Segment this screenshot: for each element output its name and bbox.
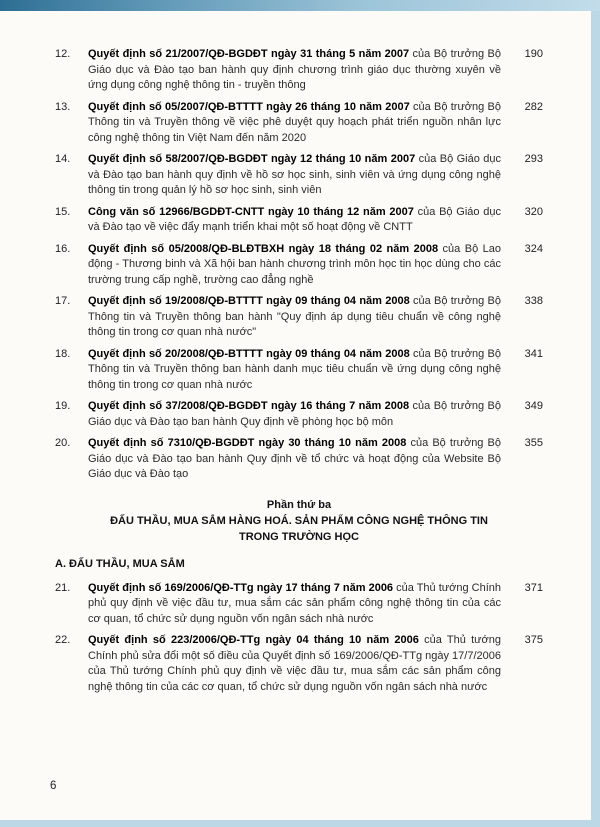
entry-number: 21. <box>55 581 71 594</box>
section-title-line2: TRONG TRƯỜNG HỌC <box>239 530 359 543</box>
entry-page-number: 324 <box>524 242 543 255</box>
entry-number: 15. <box>55 205 71 218</box>
entry-page-number: 338 <box>524 295 543 307</box>
entry-text <box>88 242 513 289</box>
entry-description: của Bộ trưởng Bộ Giáo dục và Đào tạo ban hành quy định chương trình giáo dục thường xuyên về ứng dụng công nghệ thông tin - truyền thông <box>88 48 501 91</box>
entry-text <box>88 581 513 628</box>
toc-entry <box>55 633 543 695</box>
entry-title-bold: Quyết định số 7310/QĐ-BGDĐT ngày 30 tháng 10 năm 2008 <box>88 437 407 449</box>
entry-page-number: 355 <box>524 437 543 449</box>
toc-entry <box>55 205 543 236</box>
entry-text <box>88 347 513 394</box>
document-page <box>0 11 591 820</box>
entry-description: của Bộ trưởng Bộ Giáo dục và Đào tạo ban hành Quy định về phòng học bộ môn <box>88 400 501 428</box>
section-title-line1: ĐẤU THẦU, MUA SẮM HÀNG HOÁ. SẢN PHẨM CÔNG NGHỆ THÔNG TIN <box>110 514 488 527</box>
scan-top-edge <box>0 0 600 11</box>
entry-title-bold: Quyết định số 37/2008/QĐ-BGDĐT ngày 16 tháng 7 năm 2008 <box>88 400 410 412</box>
entry-page-number: 375 <box>524 634 543 646</box>
entry-text <box>88 436 513 483</box>
toc-entry <box>55 436 543 483</box>
entry-page-number: 282 <box>524 100 543 113</box>
footer-page-number: 6 <box>50 780 57 792</box>
toc-entry <box>55 294 543 341</box>
entry-text <box>88 294 513 341</box>
entry-title-bold: Quyết định số 58/2007/QĐ-BGDĐT ngày 12 tháng 10 năm 2007 <box>88 153 416 165</box>
entry-description: của Bộ Lao động - Thương binh và Xã hội ban hành chương trình môn học tin học dùng cho các trường trung cấp nghề, trường cao đẳng nghề <box>88 242 502 286</box>
entry-number: 19. <box>55 400 71 412</box>
entry-number: 12. <box>55 48 71 60</box>
entry-number: 17. <box>55 295 71 307</box>
entry-number: 18. <box>55 347 71 360</box>
subsection-heading: A. ĐẤU THẦU, MUA SẮM <box>55 557 185 570</box>
entry-text <box>88 205 513 236</box>
entry-page-number: 190 <box>524 48 543 60</box>
entry-text <box>88 399 513 430</box>
toc-entry <box>55 152 543 199</box>
entry-description: của Thủ tướng Chính phủ quy định về việc đầu tư, mua sắm các sản phẩm công nghệ thông tin của các cơ quan, tổ chức sử dụng nguồn vốn ngân sách nhà nước <box>88 581 502 625</box>
entry-text <box>88 100 513 147</box>
entry-number: 16. <box>55 242 71 255</box>
section-heading <box>55 497 543 545</box>
entry-page-number: 341 <box>524 347 543 360</box>
entry-text <box>88 152 513 199</box>
toc-entry <box>55 47 543 94</box>
entry-title-bold: Quyết định số 20/2008/QĐ-BTTTT ngày 09 tháng 04 năm 2008 <box>88 347 410 360</box>
entry-number: 22. <box>55 634 71 646</box>
entry-title-bold: Quyết định số 169/2006/QĐ-TTg ngày 17 tháng 7 năm 2006 <box>88 581 394 594</box>
entry-description: của Bộ Giáo dục và Đào tạo ban hành quy định về hồ sơ học sinh, sinh viên và ứng dụng công nghệ thông tin trong quản lý hồ sơ học sinh, sinh viên <box>88 153 501 196</box>
entry-title-bold: Công văn số 12966/BGDĐT-CNTT ngày 10 tháng 12 năm 2007 <box>88 205 414 218</box>
entry-description: của Bộ trưởng Bộ Thông tin và Truyền thông về việc phê duyệt quy hoạch phát triển nguồn nhân lực công nghệ thông tin Việt Nam đến năm 2020 <box>88 100 501 144</box>
entry-title-bold: Quyết định số 05/2007/QĐ-BTTTT ngày 26 tháng 10 năm 2007 <box>88 100 410 113</box>
entry-page-number: 371 <box>524 581 543 594</box>
toc-list-top <box>55 47 543 483</box>
entry-page-number: 349 <box>524 400 543 412</box>
entry-number: 20. <box>55 437 71 449</box>
entry-description: của Bộ trưởng Bộ Thông tin và Truyền thông ban hành "Quy định áp dụng tiêu chuẩn về công nghệ thông tin trong cơ quan nhà nước" <box>88 295 501 338</box>
toc-entry <box>55 100 543 147</box>
entry-text <box>88 633 513 695</box>
entry-description: của Bộ trưởng Bộ Thông tin và Truyền thông ban hành danh mục tiêu chuẩn về ứng dụng công nghệ thông tin trong cơ quan nhà nước <box>88 347 501 391</box>
entry-title-bold: Quyết định số 21/2007/QĐ-BGDĐT ngày 31 tháng 5 năm 2007 <box>88 48 410 60</box>
toc-list-bottom <box>55 581 543 696</box>
entry-page-number: 293 <box>524 153 543 165</box>
toc-entry <box>55 242 543 289</box>
toc-entry <box>55 347 543 394</box>
entry-title-bold: Quyết định số 223/2006/QĐ-TTg ngày 04 tháng 10 năm 2006 <box>88 634 419 646</box>
entry-page-number: 320 <box>524 205 543 218</box>
entry-title-bold: Quyết định số 19/2008/QĐ-BTTTT ngày 09 tháng 04 năm 2008 <box>88 295 410 307</box>
entry-text <box>88 47 513 94</box>
toc-entry <box>55 399 543 430</box>
entry-number: 13. <box>55 100 71 113</box>
entry-description: của Bộ trưởng Bộ Giáo dục và Đào tạo ban hành Quy định về tổ chức và hoạt động của Website Bộ Giáo dục và Đào tạo <box>88 437 502 480</box>
section-kicker: Phần thứ ba <box>266 498 332 511</box>
toc-entry <box>55 581 543 628</box>
entry-description: của Thủ tướng Chính phủ sửa đổi một số điều của Quyết định số 169/2006/QĐ-TTg ngày 17/7/2006 của Thủ tướng Chính phủ quy định về việc đầu tư, mua sắm các sản phẩm công nghệ thông tin của các cơ quan, tổ chức sử dụng nguồn vốn ngân sách nhà nước <box>88 634 501 693</box>
entry-title-bold: Quyết định số 05/2008/QĐ-BLĐTBXH ngày 18 tháng 02 năm 2008 <box>88 242 439 255</box>
entry-description: của Bộ Giáo dục và Đào tạo về việc đẩy mạnh triển khai một số hoạt động về CNTT <box>88 205 501 233</box>
entry-number: 14. <box>55 153 71 165</box>
